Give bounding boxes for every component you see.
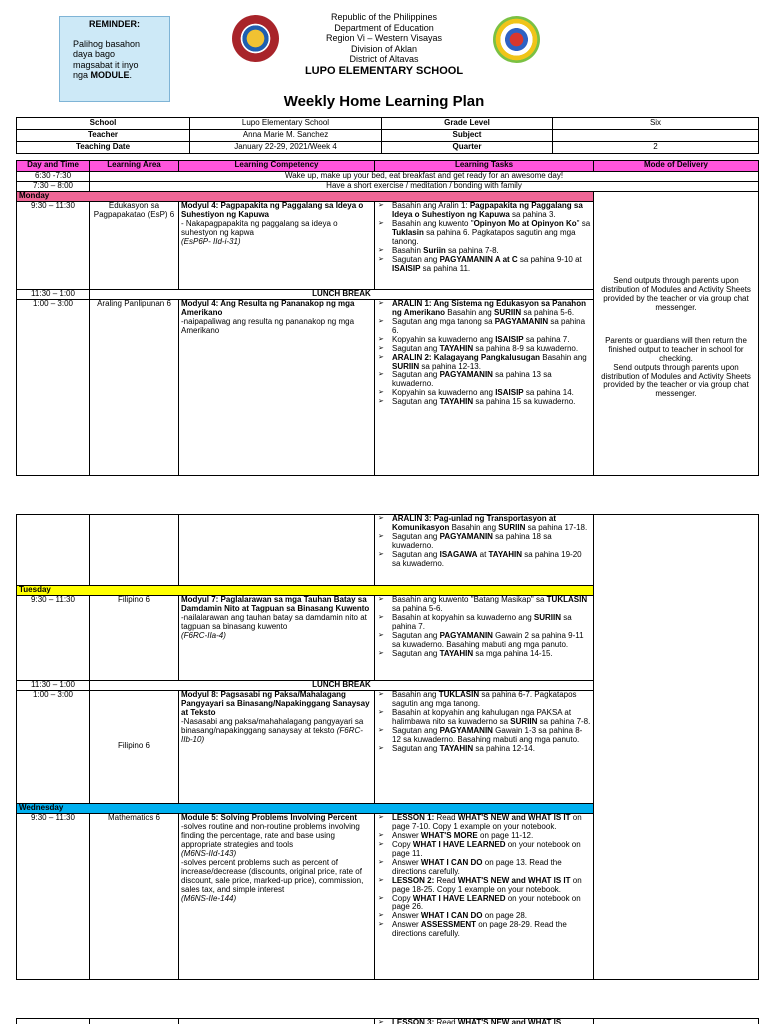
plan-table-continued	[16, 1018, 759, 1024]
schedule-row	[17, 1019, 759, 1024]
competency-body: -nailalarawan ang tauhan batay sa damdamin nito at tagpuan sa binasang kuwento	[181, 612, 367, 631]
routine-text: Wake up, make up your bed, eat breakfast and get ready for an awesome day!	[90, 172, 759, 182]
school-seal-icon	[493, 16, 540, 63]
mode-text: Send outputs through parents upon distribution of Modules and Activity Sheets provided by the teacher or via group chat messenger.	[601, 362, 751, 399]
task-item: ➢ Sagutan ang PAGYAMANIN Gawain 1-3 sa pahina 8-12 sa kuwaderno. Basahing mabuti ang mga panuto.	[377, 727, 591, 745]
page-title: Weekly Home Learning Plan	[283, 93, 485, 110]
time-cell	[17, 1019, 90, 1024]
task-item: ➢ Basahin ang kuwento "Batang Masikap" sa TUKLASIN sa pahina 5-6.	[377, 596, 591, 614]
col-header-tasks: Learning Tasks	[375, 161, 594, 172]
header-line-department: Department of Education	[334, 22, 434, 33]
area-cell: Edukasyon sa Pagpapakatao (EsP) 6	[90, 201, 179, 289]
tasks-cell	[375, 515, 594, 586]
reminder-text: Palihog basahon daya bago magsabat it inyo nga MODULE.	[73, 39, 141, 81]
teacher-label: Teacher	[17, 130, 190, 142]
task-item: ➢ Copy WHAT I HAVE LEARNED on your notebook on page 11.	[377, 841, 591, 859]
header-line-district: District of Altavas	[349, 54, 419, 65]
school-label: School	[17, 118, 190, 130]
task-item: ➢ Basahin ang TUKLASIN sa pahina 6-7. Pagkatapos sagutin ang mga tanong.	[377, 691, 591, 709]
task-item: ➢ Answer WHAT'S MORE on page 11-12.	[377, 832, 591, 841]
task-item: ➢ Basahin at kopyahin ang kahulugan nga PAKSA at halimbawa nito sa kuwaderno sa SURIIN sa pahina 7-8.	[377, 709, 591, 727]
competency-code: (M6NS-IIe-144)	[181, 893, 237, 903]
competency-title: Modyul 8: Pagsasabi ng Paksa/Mahalagang Pangyayari sa Binasang/Napakinggang Sanaysay at Teksto	[181, 690, 370, 717]
time-cell	[17, 515, 90, 586]
lunch-time: 11:30 – 1:00	[17, 289, 90, 299]
tasks-cell	[375, 299, 594, 475]
routine-row	[17, 181, 759, 191]
task-item: ➢ ARALIN 2: Kalagayang Pangkalusugan Basahin ang SURIIN sa pahina 12-13.	[377, 354, 591, 372]
mode-text: Parents or guardians will then return the finished output to teacher in school for checking.	[605, 335, 747, 363]
area-cell: Filipino 6	[90, 690, 179, 803]
task-item: ➢ Kopyahin sa kuwaderno ang ISAISIP sa pahina 14.	[377, 389, 591, 398]
task-item: ➢ Sagutan ang TAYAHIN sa mga pahina 14-15.	[377, 650, 591, 659]
school-value: Lupo Elementary School	[190, 118, 382, 130]
competency-cell	[179, 690, 375, 803]
mode-cell	[594, 515, 759, 980]
task-item: ➢ Sagutan ang ISAGAWA at TAYAHIN sa pahina 19-20 sa kuwaderno.	[377, 551, 591, 569]
day-label: Tuesday	[17, 586, 594, 596]
competency-title: Modyul 7: Paglalarawan sa mga Tauhan Batay sa Damdamin Nito at Tagpuan sa Binasang Kuwento	[181, 595, 370, 613]
task-item: ➢ LESSON 2: Read WHAT'S NEW and WHAT IS IT on page 18-25. Copy 1 example on your notebook.	[377, 877, 591, 895]
task-item: ➢ LESSON 1: Read WHAT'S NEW and WHAT IS IT on page 7-10. Copy 1 example on your notebook.	[377, 814, 591, 832]
tasks-cell	[375, 596, 594, 681]
routine-row	[17, 172, 759, 182]
time-cell: 9:30 – 11:30	[17, 813, 90, 979]
area-cell: Filipino 6	[90, 596, 179, 681]
task-item: ➢ Basahin Suriin sa pahina 7-8.	[377, 247, 591, 256]
quarter-value: 2	[553, 142, 759, 154]
task-item: ➢ Sagutan ang PAGYAMANIN Gawain 2 sa pahina 9-11 sa kuwaderno. Basahing mabuti ang mga panuto.	[377, 632, 591, 650]
lunch-time: 11:30 – 1:00	[17, 681, 90, 691]
plan-table-tuesday-wednesday	[16, 514, 759, 980]
date-label: Teaching Date	[17, 142, 190, 154]
mode-text: Send outputs through parents upon distribution of Modules and Activity Sheets provided by the teacher or via group chat messenger.	[601, 275, 751, 312]
task-item: ➢ Copy WHAT I HAVE LEARNED on your notebook on page 26.	[377, 895, 591, 913]
competency-cell	[179, 299, 375, 475]
date-value: January 22-29, 2021/Week 4	[190, 142, 382, 154]
competency-title: Module 5: Solving Problems Involving Percent	[181, 813, 358, 822]
area-cell: Araling Panlipunan 6	[90, 299, 179, 475]
reminder-title: REMINDER:	[89, 19, 140, 29]
competency-title: Modyul 4: Pagpapakita ng Paggalang sa Ideya o Suhestiyon ng Kapuwa	[181, 201, 364, 219]
time-cell: 1:00 – 3:00	[17, 690, 90, 803]
task-item: ➢ LESSON 3: Read WHAT'S NEW and WHAT IS	[377, 1019, 591, 1024]
lunch-label: LUNCH BREAK	[90, 681, 594, 691]
mode-cell	[594, 201, 759, 475]
competency-code: (F6RC-IIa-4)	[181, 630, 226, 640]
col-header-mode: Mode of Delivery	[594, 161, 759, 172]
plan-table-monday	[16, 160, 759, 476]
task-item: ➢ Answer WHAT I CAN DO on page 28.	[377, 912, 591, 921]
deped-seal-icon	[232, 15, 279, 62]
time-cell: 1:00 – 3:00	[17, 299, 90, 475]
competency-title: Modyul 4: Ang Resulta ng Pananakop ng mga Amerikano	[181, 299, 355, 317]
subject-value	[553, 130, 759, 142]
competency-code: (EsP6P- IId-i-31)	[181, 236, 241, 246]
tasks-cell	[375, 201, 594, 289]
competency-body: -Nasasabi ang paksa/mahahalagang pangyayari sa binasang/napakinggang sanaysay at teksto (F6RC-IIb-10)	[181, 716, 364, 744]
task-item: ➢ Sagutan ang TAYAHIN sa pahina 12-14.	[377, 745, 591, 754]
day-row-monday	[17, 191, 759, 201]
competency-body: -solves percent problems such as percent of increase/decrease (discounts, original price, rate of discount, sale price, marked-up price), commission, sales tax, and simple interest	[181, 857, 364, 894]
header-line-division: Division of Aklan	[350, 43, 418, 54]
subject-label: Subject	[382, 130, 553, 142]
day-label: Monday	[17, 191, 594, 201]
schedule-row	[17, 201, 759, 289]
header-line-republic: Republic of the Philippines	[330, 12, 438, 22]
task-item: ➢ Sagutan ang PAGYAMANIN sa pahina 18 sa kuwaderno.	[377, 533, 591, 551]
area-cell	[90, 515, 179, 586]
routine-text: Have a short exercise / meditation / bonding with family	[90, 181, 759, 191]
teacher-value: Anna Marie M. Sanchez	[190, 130, 382, 142]
competency-body: -solves routine and non-routine problems involving finding the percentage, rate and base using appropriate strategies and tools	[181, 821, 360, 849]
competency-cell	[179, 201, 375, 289]
task-item: ➢ Answer ASSESSMENT on page 28-29. Read the directions carefully.	[377, 921, 591, 939]
task-item: ➢ Sagutan ang TAYAHIN sa pahina 8-9 sa kuwaderno.	[377, 345, 591, 354]
task-item: ➢ ARALIN 3: Pag-unlad ng Transportasyon at Komunikasyon Basahin ang SURIIN sa pahina 17-18.	[377, 515, 591, 533]
lunch-label: LUNCH BREAK	[90, 289, 594, 299]
task-item: ➢ Sagutan ang mga tanong sa PAGYAMANIN sa pahina 6.	[377, 318, 591, 336]
routine-time: 7:30 – 8:00	[17, 181, 90, 191]
competency-cell	[179, 1019, 375, 1024]
col-header-competency: Learning Competency	[179, 161, 375, 172]
info-table	[16, 117, 759, 154]
task-item: ➢ Basahin at kopyahin sa kuwaderno ang SURIIN sa pahina 7.	[377, 614, 591, 632]
day-row-blank	[594, 191, 759, 201]
col-header-area: Learning Area	[90, 161, 179, 172]
grade-value: Six	[553, 118, 759, 130]
day-label: Wednesday	[17, 803, 594, 813]
task-item: ➢ Sagutan ang PAGYAMANIN sa pahina 13 sa kuwaderno.	[377, 371, 591, 389]
tasks-cell	[375, 690, 594, 803]
area-cell	[90, 1019, 179, 1024]
quarter-label: Quarter	[382, 142, 553, 154]
task-item: ➢ Sagutan ang TAYAHIN sa pahina 15 sa kuwaderno.	[377, 398, 591, 407]
competency-cell	[179, 813, 375, 979]
header-line-region: Region Vi – Western Visayas	[325, 33, 443, 44]
competency-body: -naipapaliwag ang resulta ng pananakop ng mga Amerikano	[181, 316, 355, 335]
schedule-row	[17, 515, 759, 586]
area-cell: Mathematics 6	[90, 813, 179, 979]
task-item: ➢ ARALIN 1: Ang Sistema ng Edukasyon sa Panahon ng Amerikano Basahin ang SURIIN sa pahina 5-6.	[377, 300, 591, 318]
task-item: ➢ Answer WHAT I CAN DO on page 13. Read the directions carefully.	[377, 859, 591, 877]
letterhead	[280, 12, 488, 78]
reminder-note	[59, 16, 170, 102]
task-item: ➢ Basahin ang Aralin 1: Pagpapakita ng Paggalang sa Ideya o Suhestiyon ng Kapuwa sa pahina 3.	[377, 202, 591, 220]
grade-label: Grade Level	[382, 118, 553, 130]
time-cell: 9:30 – 11:30	[17, 596, 90, 681]
mode-cell	[594, 1019, 759, 1024]
routine-time: 6:30 -7:30	[17, 172, 90, 182]
col-header-day-time: Day and Time	[17, 161, 90, 172]
competency-body: - Nakapagpapakita ng paggalang sa ideya o suhestyon ng kapwa	[181, 218, 338, 237]
task-item: ➢ Basahin ang kuwento "Opinyon Mo at Opinyon Ko" sa Tuklasin sa pahina 6. Pagkatapos sagutin ang mga tanong.	[377, 220, 591, 247]
task-item: ➢ Kopyahin sa kuwaderno ang ISAISIP sa pahina 7.	[377, 336, 591, 345]
competency-cell	[179, 515, 375, 586]
school-name: LUPO ELEMENTARY SCHOOL	[304, 64, 464, 77]
competency-cell	[179, 596, 375, 681]
tasks-cell	[375, 1019, 594, 1024]
competency-code: (M6NS-IId-143)	[181, 848, 237, 858]
tasks-cell	[375, 813, 594, 979]
task-item: ➢ Sagutan ang PAGYAMANIN A at C sa pahina 9-10 at ISAISIP sa pahina 11.	[377, 256, 591, 274]
time-cell: 9:30 – 11:30	[17, 201, 90, 289]
plan-header-row	[17, 161, 759, 172]
